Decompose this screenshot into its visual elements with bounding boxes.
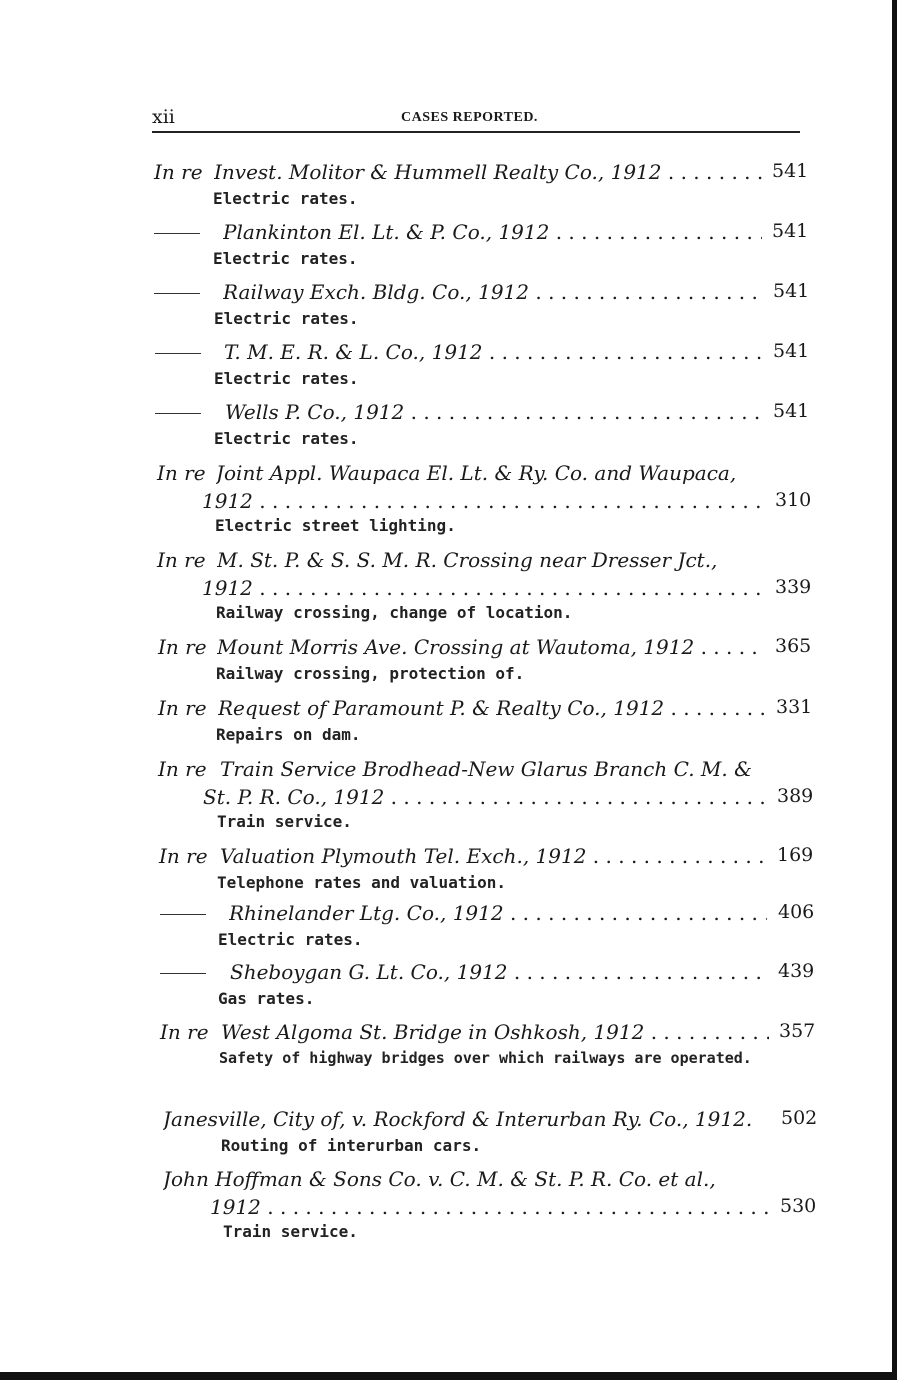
case-page: 439 [778, 960, 815, 982]
case-lead: In re [159, 844, 208, 868]
case-subject: Safety of highway bridges over which railways are operated. [219, 1049, 752, 1067]
case-entry [0, 960, 897, 1008]
ditto-dash [155, 353, 201, 354]
case-lead: In re [160, 1020, 209, 1044]
case-entry [0, 280, 897, 328]
case-title: Wells P. Co., 1912 . . . [225, 400, 762, 424]
case-page: 530 [780, 1195, 817, 1217]
case-entry [0, 548, 897, 622]
case-subject: Electric rates. [218, 930, 363, 949]
case-title: T. M. E. R. & L. Co., 1912 . . . [224, 340, 762, 364]
case-title: West Algoma St. Bridge in Oshkosh, 1912 . . . [221, 1020, 769, 1044]
case-title-continued: 1912 . . . [202, 576, 764, 600]
page-edge-bottom [0, 1372, 897, 1380]
case-page: 541 [773, 400, 810, 422]
case-entry [0, 1020, 897, 1067]
ditto-dash [154, 293, 200, 294]
case-page: 169 [777, 844, 814, 866]
case-title: Invest. Molitor & Hummell Realty Co., 1912 . . . [214, 160, 762, 184]
case-title: Janesville, City of, v. Rockford & Interurban Ry. Co., 1912. [163, 1107, 753, 1131]
case-title: Mount Morris Ave. Crossing at Wautoma, 1912 . . . [217, 635, 765, 659]
case-lead: In re [157, 461, 206, 485]
case-lead: In re [158, 757, 207, 781]
case-lead: In re [154, 160, 203, 184]
case-page: 331 [776, 696, 813, 718]
case-entry [0, 696, 897, 744]
case-subject: Repairs on dam. [216, 725, 361, 744]
case-title: Rhinelander Ltg. Co., 1912 . . . [229, 901, 767, 925]
case-page: 357 [779, 1020, 816, 1042]
case-entry [0, 1167, 897, 1241]
case-entry [0, 220, 897, 268]
case-subject: Electric street lighting. [215, 516, 456, 535]
case-title: Request of Paramount P. & Realty Co., 1912 . . . [218, 696, 766, 720]
case-entry [0, 844, 897, 892]
case-title-continued: St. P. R. Co., 1912 . . . [203, 785, 767, 809]
case-page: 541 [772, 160, 809, 182]
case-page: 502 [781, 1107, 818, 1129]
case-title: Plankinton El. Lt. & P. Co., 1912 . . . [223, 220, 762, 244]
case-page: 541 [772, 220, 809, 242]
case-title-continued: 1912 . . . [210, 1195, 770, 1219]
header-rule [152, 131, 800, 133]
case-subject: Train service. [223, 1222, 358, 1241]
running-head: CASES REPORTED. [401, 110, 538, 125]
case-subject: Gas rates. [218, 989, 315, 1008]
case-lead: In re [157, 548, 206, 572]
case-subject: Electric rates. [213, 189, 358, 208]
case-entry [0, 1107, 897, 1155]
case-title: Railway Exch. Bldg. Co., 1912 . . . [223, 280, 762, 304]
case-page: 541 [773, 340, 810, 362]
case-entry [0, 160, 897, 208]
case-entry [0, 461, 897, 535]
case-entry [0, 757, 897, 831]
case-entry [0, 340, 897, 388]
case-page: 310 [775, 489, 812, 511]
case-entry [0, 635, 897, 683]
case-subject: Routing of interurban cars. [221, 1136, 482, 1155]
case-title-continued: 1912 . . . [202, 489, 764, 513]
case-title: Train Service Brodhead-New Glarus Branch C. M. & [220, 757, 752, 781]
ditto-dash [160, 914, 206, 915]
case-title: M. St. P. & S. S. M. R. Crossing near Dresser Jct., [217, 548, 718, 572]
case-subject: Electric rates. [214, 429, 359, 448]
ditto-dash [154, 233, 200, 234]
case-lead: In re [158, 696, 207, 720]
case-page: 389 [777, 785, 814, 807]
case-title: Sheboygan G. Lt. Co., 1912 . . . [230, 960, 768, 984]
case-page: 541 [773, 280, 810, 302]
case-subject: Railway crossing, change of location. [216, 603, 573, 622]
page-number: xii [152, 106, 175, 128]
case-subject: Telephone rates and valuation. [217, 873, 506, 892]
case-page: 406 [778, 901, 815, 923]
case-title: John Hoffman & Sons Co. v. C. M. & St. P. R. Co. et al., [163, 1167, 716, 1191]
case-lead: In re [158, 635, 207, 659]
case-page: 339 [775, 576, 812, 598]
case-subject: Electric rates. [214, 369, 359, 388]
case-entry [0, 901, 897, 949]
case-title: Joint Appl. Waupaca El. Lt. & Ry. Co. and Waupaca, [216, 461, 737, 485]
case-subject: Railway crossing, protection of. [216, 664, 525, 683]
case-entry [0, 400, 897, 448]
case-subject: Train service. [217, 812, 352, 831]
ditto-dash [160, 973, 206, 974]
case-subject: Electric rates. [214, 309, 359, 328]
case-page: 365 [775, 635, 812, 657]
ditto-dash [155, 413, 201, 414]
case-title: Valuation Plymouth Tel. Exch., 1912 . . . [220, 844, 767, 868]
case-subject: Electric rates. [213, 249, 358, 268]
